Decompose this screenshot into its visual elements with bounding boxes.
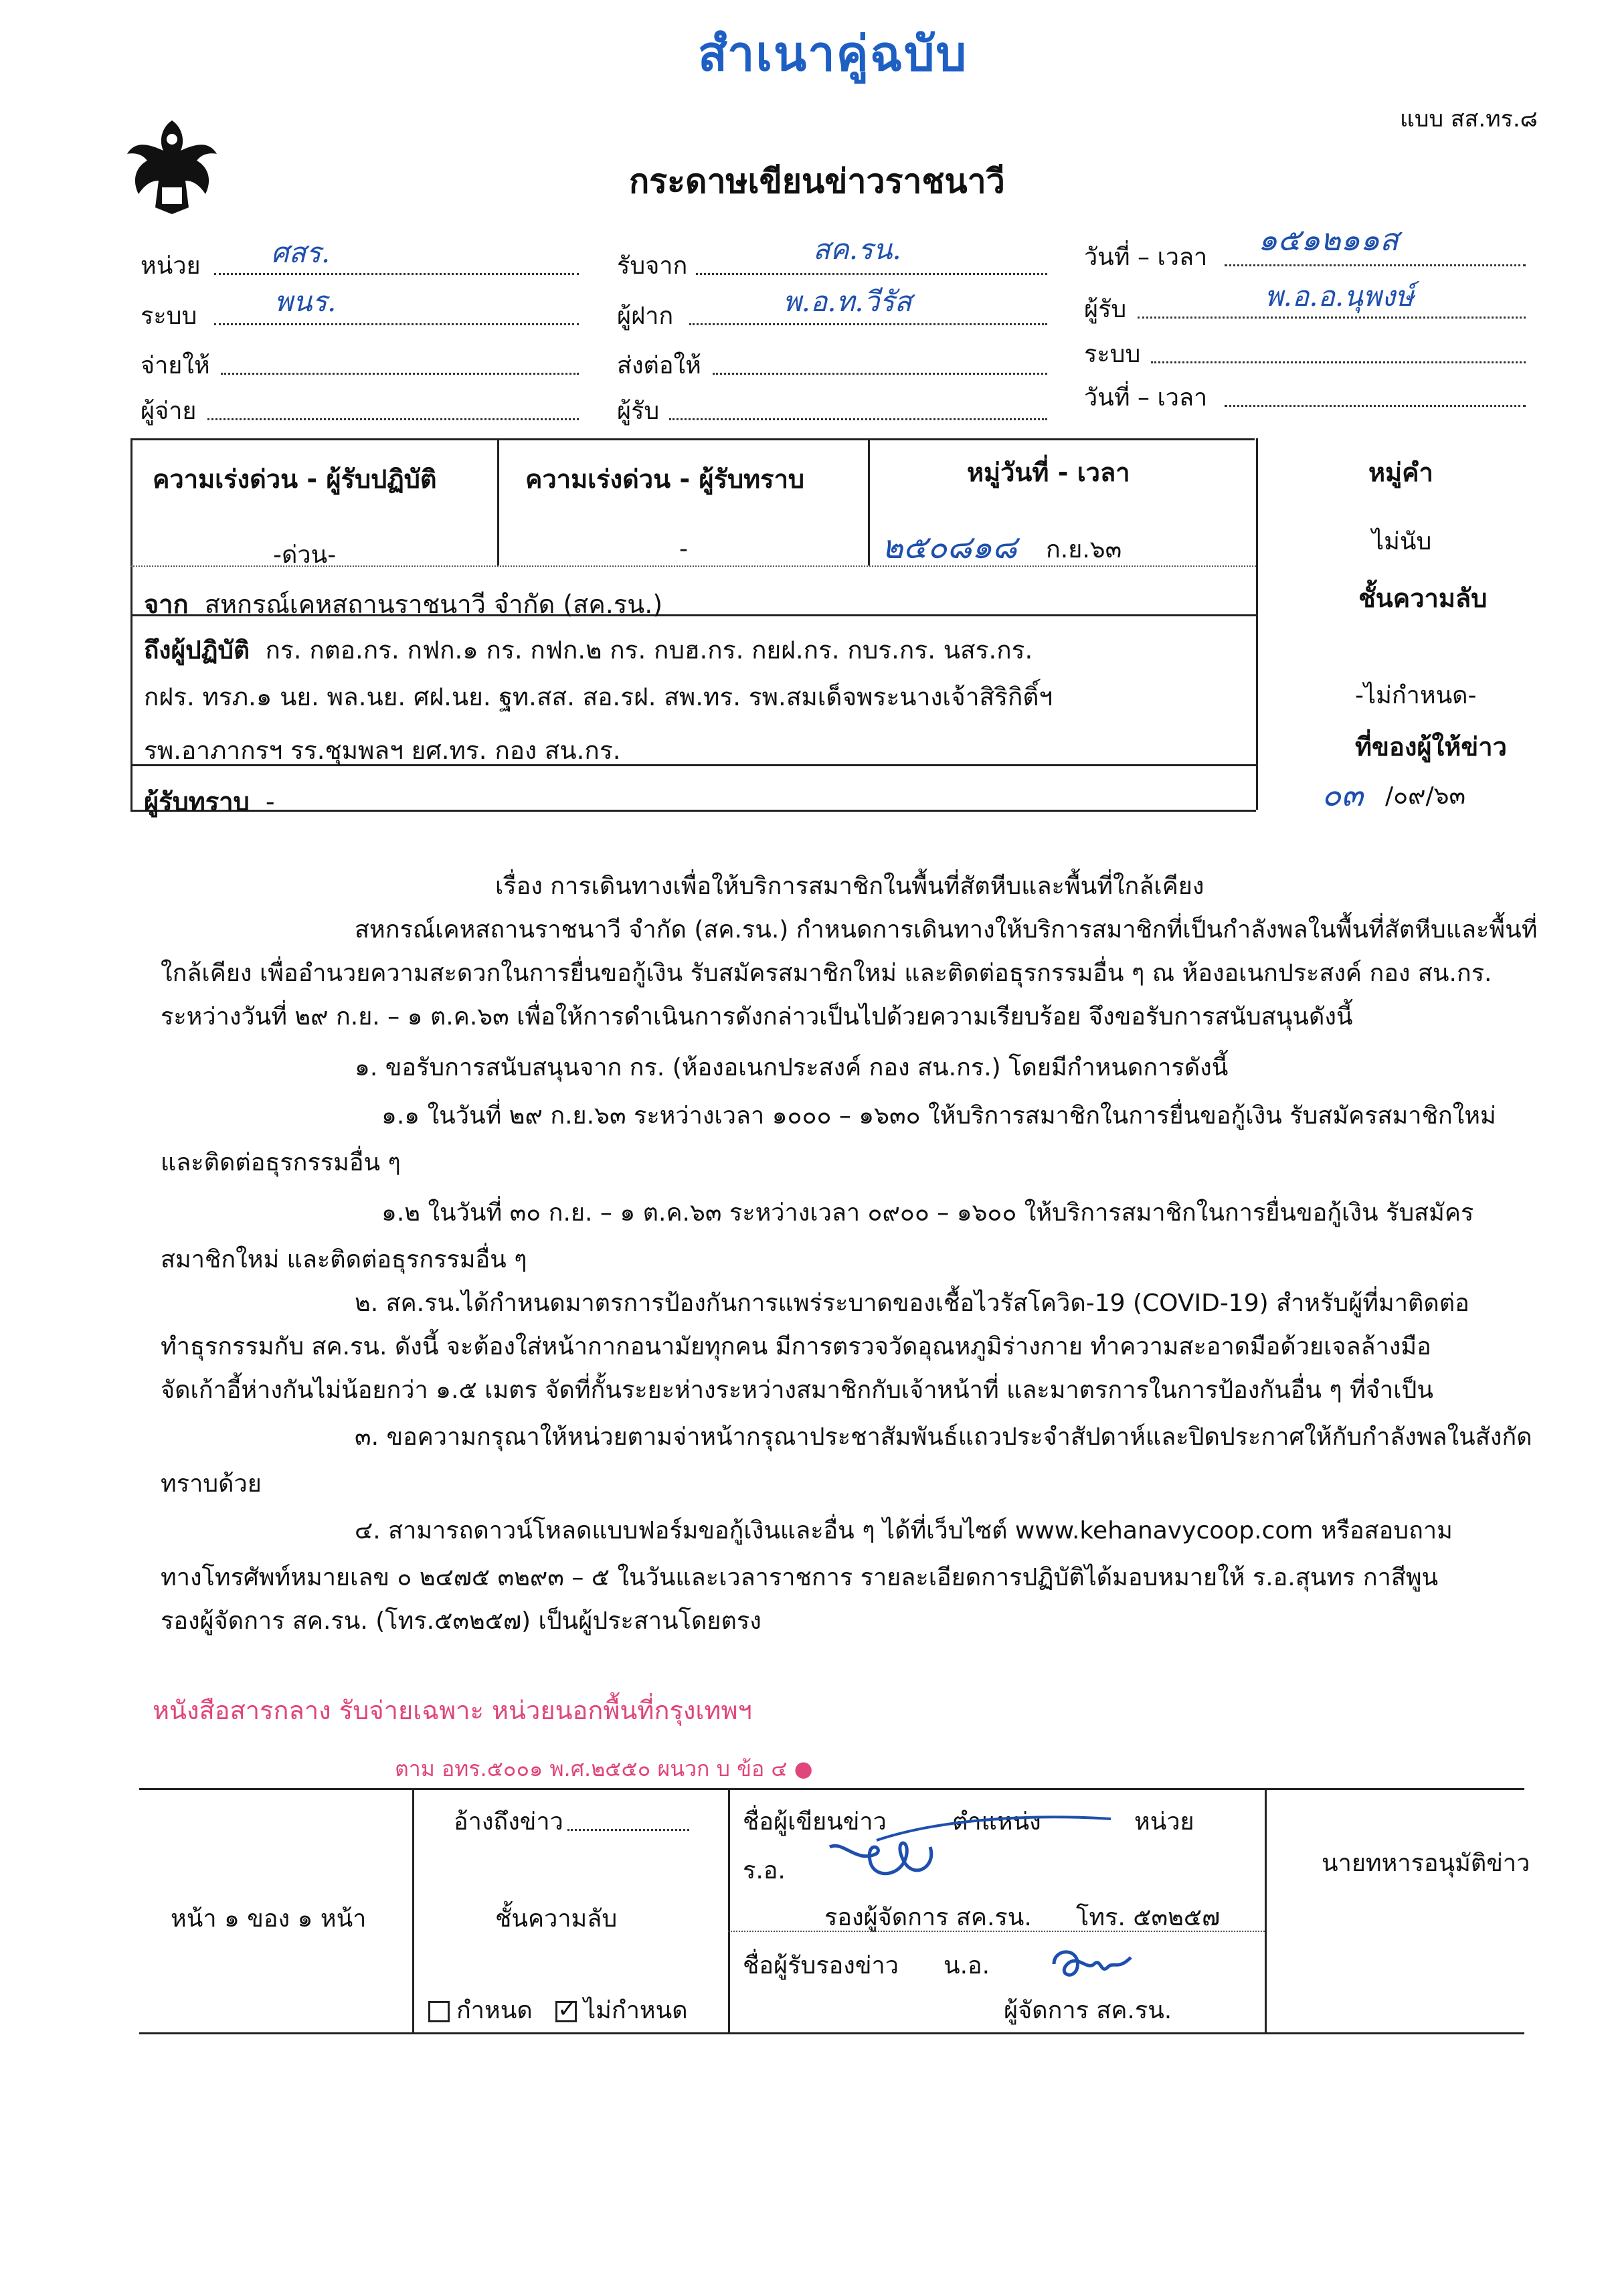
secret-header: ชั้นความลับ <box>1358 584 1488 613</box>
pink-stamp-line-2: ตาม อทร.๕๐๐๑ พ.ศ.๒๕๕๐ ผนวก บ ข้อ ๔ ● <box>395 1756 813 1781</box>
datetime-label: วันที่ – เวลา <box>1084 244 1208 271</box>
distributor-label: ผู้จ่าย <box>141 398 197 425</box>
to-line-1 <box>144 630 1033 670</box>
body-line-15: ทางโทรศัพท์หมายเลข ๐ ๒๔๗๕ ๓๒๙๓ – ๕ ในวันและเวลาราชการ รายละเอียดการปฏิบัติได้มอบหมายให้ ร.อ.สุนทร กาสีพูน <box>161 1564 1439 1591</box>
system-value: พนร. <box>274 285 337 318</box>
to-line-3: รพ.อาภากรฯ รร.ชุมพลฯ ยศ.ทร. กอง สน.กร. <box>144 736 621 765</box>
ack-line <box>144 781 275 822</box>
dtg-value-print: ก.ย.๖๓ <box>1046 536 1122 563</box>
body-line-8: สมาชิกใหม่ และติดต่อธุรกรรมอื่น ๆ <box>161 1246 527 1273</box>
copy-stamp: สำเนาคู่ฉบับ <box>698 25 968 82</box>
approver-label: นายทหารอนุมัติข่าว <box>1322 1850 1530 1877</box>
from-value: สหกรณ์เคหสถานราชนาวี จำกัด (สค.รน.) <box>204 590 663 619</box>
to-value-1: กร. กตอ.กร. กฟก.๑ กร. กฟก.๒ กร. กบฮ.กร. กยฝ.กร. กบร.กร. นสร.กร. <box>265 636 1033 665</box>
unit-col-label: หน่วย <box>1134 1808 1194 1836</box>
ref-header: ที่ของผู้ให้ข่าว <box>1355 732 1507 762</box>
body-line-13: ทราบด้วย <box>161 1470 262 1498</box>
from-label: จาก <box>144 590 189 619</box>
body-line-12: ๓. ขอความกรุณาให้หน่วยตามจ่าหน้ากรุณาประชาสัมพันธ์แถวประจำสัปดาห์และปิดประกาศให้กับกำลังพลในสังกัด <box>355 1423 1532 1451</box>
writer-signature <box>803 1800 1117 1887</box>
body-line-5: ๑.๑ ในวันที่ ๒๙ ก.ย.๖๓ ระหว่างเวลา ๑๐๐๐ – ๑๖๓๐ ให้บริการสมาชิกในการยื่นขอกู้เงิน รับสมัครสมาชิกใหม่ <box>381 1102 1496 1130</box>
system-label: ระบบ <box>141 302 197 330</box>
checkbox-unset[interactable] <box>555 2001 577 2022</box>
writer-label: ชื่อผู้เขียนข่าว <box>743 1808 887 1836</box>
pink-stamp-line-1: หนังสือสารกลาง รับจ่ายเฉพาะ หน่วยนอกพื้นที่กรุงเทพฯ <box>153 1696 752 1725</box>
ref-value-hand: ๐๓ <box>1322 776 1364 814</box>
form-code: แบบ สส.ทร.๘ <box>1400 106 1538 133</box>
receiver-value: พ.อ.อ.นุพงษ์ <box>1265 280 1414 313</box>
option-unset-label: ไม่กำหนด <box>584 1997 688 2024</box>
datetime-value: ๑๕๑๒๑๑ส <box>1258 222 1399 258</box>
subject: เรื่อง การเดินทางเพื่อให้บริการสมาชิกในพื้นที่สัตหีบและพื้นที่ใกล้เคียง <box>495 873 1204 900</box>
word-count-value: ไม่นับ <box>1372 528 1432 555</box>
secret-options <box>428 1991 688 2029</box>
received-from-label: รับจาก <box>617 252 688 280</box>
position-label: ตำแหน่ง <box>952 1808 1041 1836</box>
distribute-label: จ่ายให้ <box>141 352 210 379</box>
unit-label: หน่วย <box>141 252 201 280</box>
dtg-value-hand: ๒๕๐๘๑๘ <box>882 529 1017 566</box>
ref-news-label: อ้างถึงข่าว <box>454 1808 563 1836</box>
body-line-10: ทำธุรกรรมกับ สค.รน. ดังนี้ จะต้องใส่หน้ากากอนามัยทุกคน มีการตรวจวัดอุณหภูมิร่างกาย ทำความสะอาดมือด้วยเจลล้างมือ <box>161 1333 1431 1360</box>
forward-label: ส่งต่อให้ <box>617 352 701 379</box>
body-line-14: ๔. สามารถดาวน์โหลดแบบฟอร์มขอกู้เงินและอื่น ๆ ได้ที่เว็บไซต์ www.kehanavycoop.com หรือสอบถาม <box>355 1517 1453 1544</box>
certifier-signature <box>1044 1937 1138 1991</box>
writer-tel: โทร. ๕๓๒๕๗ <box>1076 1904 1221 1931</box>
footer-secret-label: ชั้นความลับ <box>495 1905 618 1933</box>
word-count-header: หมู่คำ <box>1368 458 1433 487</box>
body-line-4: ๑. ขอรับการสนับสนุนจาก กร. (ห้องอเนกประสงค์ กอง สน.กร.) โดยมีกำหนดการดังนี้ <box>355 1054 1229 1081</box>
body-line-11: จัดเก้าอี้ห่างกันไม่น้อยกว่า ๑.๕ เมตร จัดที่กั้นระยะห่างระหว่างสมาชิกกับเจ้าหน้าที่ และมาตรการในการป้องกันอื่น ๆ ที่จำเป็น <box>161 1377 1433 1404</box>
receiver2-label: ผู้รับ <box>617 398 660 425</box>
system2-label: ระบบ <box>1084 341 1141 368</box>
urgency-action-value: -ด่วน- <box>273 541 337 569</box>
checkbox-set[interactable] <box>428 2001 450 2022</box>
option-set-label: กำหนด <box>456 1997 533 2024</box>
received-from-value: สค.รน. <box>813 233 901 266</box>
sender-value: พ.อ.ท.วีรัส <box>783 285 912 318</box>
body-line-1: สหกรณ์เคหสถานราชนาวี จำกัด (สค.รน.) กำหนดการเดินทางให้บริการสมาชิกที่เป็นกำลังพลในพื้นที่สัตหีบและพื้นที่ <box>355 916 1538 944</box>
body-line-16: รองผู้จัดการ สค.รน. (โทร.๕๓๒๕๗) เป็นผู้ประสานโดยตรง <box>161 1607 762 1635</box>
to-line-2: กฝร. ทรภ.๑ นย. พล.นย. ศฝ.นย. ฐท.สส. สอ.รฝ. สพ.ทร. รพ.สมเด็จพระนางเจ้าสิริกิติ์ฯ <box>144 683 1053 711</box>
garuda-emblem-icon <box>122 114 222 221</box>
datetime2-label: วันที่ – เวลา <box>1084 384 1208 412</box>
certifier-rank: น.อ. <box>944 1952 990 1979</box>
urgency-action-header: ความเร่งด่วน - ผู้รับปฏิบัติ <box>153 464 437 494</box>
urgency-ack-value: - <box>679 535 688 563</box>
ref-value-print: /๐๙/๖๓ <box>1385 782 1466 810</box>
sender-label: ผู้ฝาก <box>617 302 674 330</box>
body-line-3: ระหว่างวันที่ ๒๙ ก.ย. – ๑ ต.ค.๖๓ เพื่อให้การดำเนินการดังกล่าวเป็นไปด้วยความเรียบร้อย จึงขอรับการสนับสนุนดังนี้ <box>161 1003 1353 1031</box>
body-line-2: ใกล้เคียง เพื่ออำนวยความสะดวกในการยื่นขอกู้เงิน รับสมัครสมาชิกใหม่ และติดต่อธุรกรรมอื่น ๆ ณ ห้องอเนกประสงค์ กอง สน.กร. <box>161 960 1492 987</box>
body-line-7: ๑.๒ ในวันที่ ๓๐ ก.ย. – ๑ ต.ค.๖๓ ระหว่างเวลา ๐๙๐๐ – ๑๖๐๐ ให้บริการสมาชิกในการยื่นขอกู้เงิน รับสมัคร <box>381 1199 1474 1227</box>
receiver-label: ผู้รับ <box>1084 296 1127 323</box>
urgency-ack-header: ความเร่งด่วน - ผู้รับทราบ <box>525 464 805 494</box>
page-count: หน้า ๑ ของ ๑ หน้า <box>171 1905 367 1933</box>
page-title: กระดาษเขียนข่าวราชนาวี <box>629 162 1005 201</box>
to-label: ถึงผู้ปฏิบัติ <box>144 636 250 665</box>
unit-value: ศสร. <box>271 236 331 269</box>
ack-value: - <box>265 787 275 816</box>
dtg-header: หมู่วันที่ - เวลา <box>967 458 1130 487</box>
ack-label: ผู้รับทราบ <box>144 787 250 816</box>
body-line-9: ๒. สค.รน.ได้กำหนดมาตรการป้องกันการแพร่ระบาดของเชื้อไวรัสโควิด-19 (COVID-19) สำหรับผู้ที่มาติดต่อ <box>355 1290 1469 1317</box>
from-line <box>144 584 662 624</box>
writer-rank: ร.อ. <box>743 1857 786 1884</box>
certifier-position: ผู้จัดการ สค.รน. <box>1004 1997 1172 2024</box>
certifier-label: ชื่อผู้รับรองข่าว <box>743 1952 899 1979</box>
writer-position: รองผู้จัดการ สค.รน. <box>824 1904 1032 1931</box>
body-line-6: และติดต่อธุรกรรมอื่น ๆ <box>161 1149 401 1176</box>
secret-value: -ไม่กำหนด- <box>1355 682 1477 709</box>
